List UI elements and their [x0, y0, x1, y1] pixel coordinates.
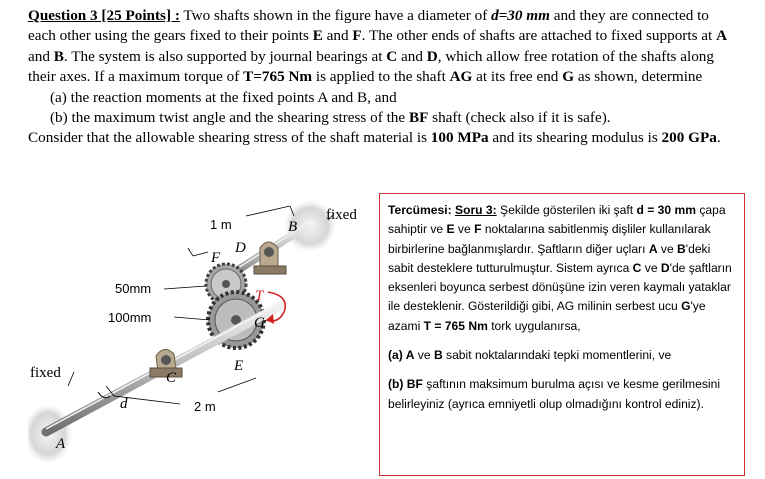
label-e: E — [234, 358, 244, 374]
label-fixed-right: fixed — [326, 207, 357, 223]
translation-part-a: (a) A ve B sabit noktalarındaki tepki momentlerini, ve — [388, 348, 672, 363]
label-2m: 2 m — [194, 399, 216, 414]
translation-part-b: (b) BF şaftının maksimum burulma açısı ve kesme gerilmesini belirleyiniz (ayrıca emniyetli olup olmadığını kontrol ediniz). — [388, 377, 721, 411]
label-c: C — [166, 370, 177, 386]
label-g: G — [254, 315, 265, 331]
label-diameter: d — [120, 396, 128, 412]
label-1m: 1 m — [210, 217, 232, 232]
label-100mm: 100mm — [108, 310, 152, 325]
problem-intro: Question 3 [25 Points] : Two shafts shown in the figure have a diameter of d=30 mm and they are connected to each other using the gears fixed to their points E and F. The other ends of shafts are attached to fixed supports at A and B. The system is also supported by journal bearings at C and D, which allow free rotation of the shafts along their axes. If a maximum torque of T=765 Nm is applied to the shaft AG at its free end G as shown, determine — [28, 7, 728, 86]
material-properties: Consider that the allowable shearing stress of the shaft material is 100 MPa and its shearing modulus is 200 GPa. — [28, 129, 721, 147]
leader-50mm — [164, 286, 206, 289]
translation-intro: Tercümesi: Soru 3: Şekilde gösterilen iki şaft d = 30 mm çapa sahiptir ve E ve F noktalarına sabitlenmiş dişliler kullanılarak birbirlerine bağlanmışlardır. Şaftların diğer uçları A ve B'deki sabit desteklere tutturulmuştur. Sistem ayrıca C ve D'de şaftların eksenleri boyunca serbest dönüşüne izin veren kaymalı yataklar ile desteklenir. Gösterildiği gibi, AG milinin serbest ucu G'ye azami T = 765 Nm tork uygulanırsa, — [388, 203, 732, 333]
question-heading: Question 3 [25 Points] : — [28, 7, 180, 24]
label-d: D — [235, 240, 246, 256]
label-50mm: 50mm — [115, 281, 152, 296]
label-fixed-left: fixed — [30, 365, 61, 381]
leader-100mm — [174, 317, 210, 320]
part-b: (b) the maximum twist angle and the shearing stress of the BF shaft (check also if it is safe). — [50, 109, 611, 127]
problem-statement — [28, 6, 740, 149]
label-b: B — [288, 219, 298, 235]
part-a: (a) the reaction moments at the fixed points A and B, and — [50, 88, 397, 106]
shaft-gear-figure — [28, 196, 378, 479]
label-torque: T — [255, 288, 264, 304]
leader-fixed-left — [68, 372, 74, 386]
label-a: A — [56, 436, 66, 452]
label-f: F — [211, 250, 221, 266]
turkish-translation-box — [379, 193, 745, 476]
